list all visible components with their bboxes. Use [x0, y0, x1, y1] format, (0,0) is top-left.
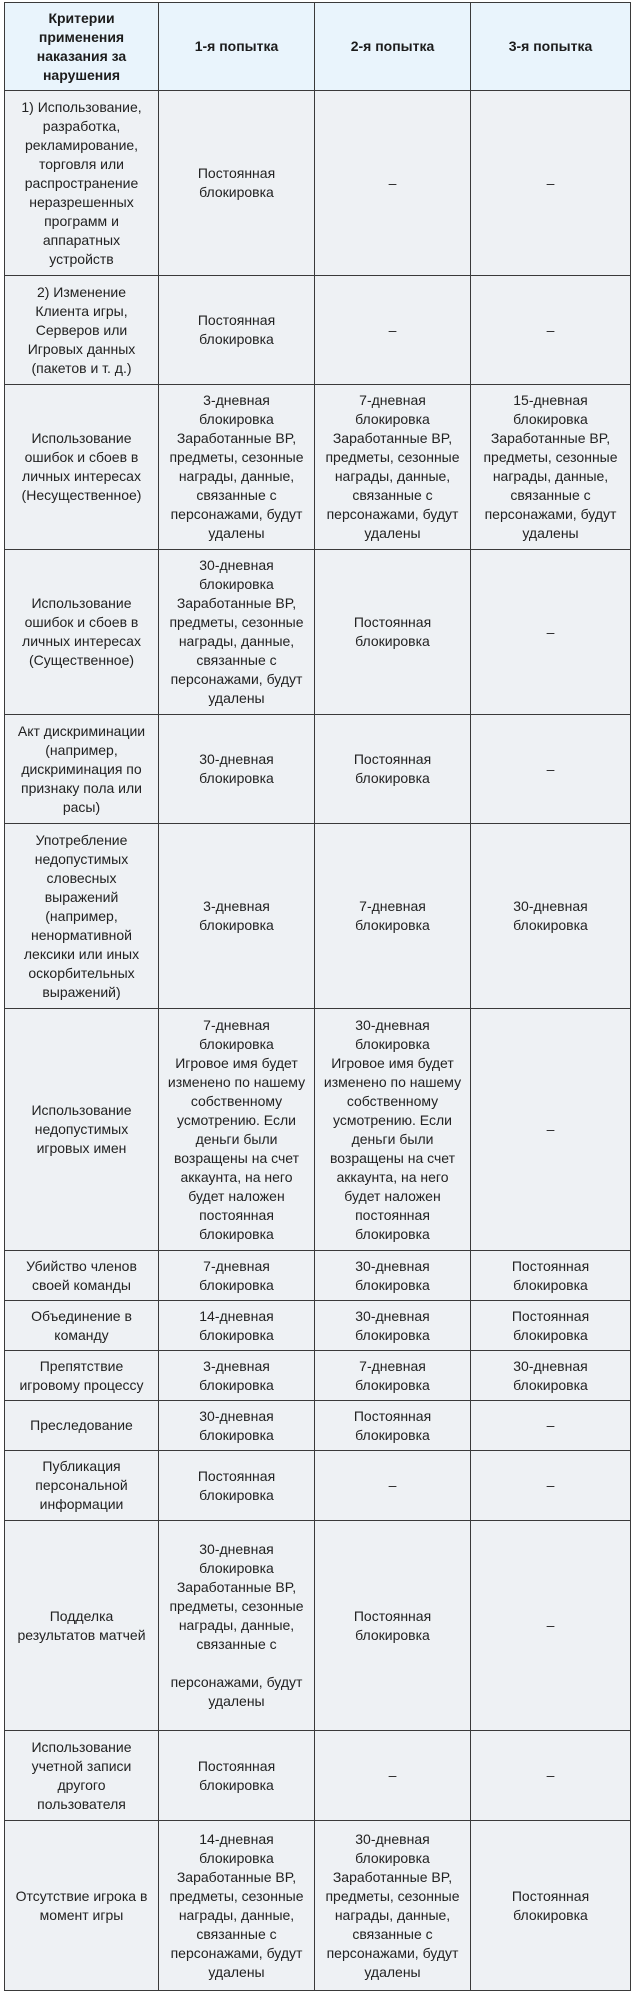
header-attempt-2: 2-я попытка — [315, 3, 471, 91]
criteria-cell: Подделка результатов матчей — [5, 1521, 159, 1731]
penalty-cell-attempt-2: Постоянная блокировка — [315, 715, 471, 824]
table-row — [5, 715, 631, 824]
penalty-cell-attempt-2: – — [315, 1451, 471, 1521]
criteria-cell: Использование ошибок и сбоев в личных интересах (Несущественное) — [5, 385, 159, 550]
penalty-cell-attempt-3: Постоянная блокировка — [471, 1251, 631, 1301]
criteria-cell: Объединение в команду — [5, 1301, 159, 1351]
penalty-cell-attempt-2: 7-дневная блокировка — [315, 824, 471, 1009]
penalty-cell-attempt-1: Постоянная блокировка — [159, 276, 315, 385]
criteria-cell: Убийство членов своей команды — [5, 1251, 159, 1301]
penalty-cell-attempt-2: 30-дневная блокировка Заработанные BP, предметы, сезонные награды, данные, связанные с персонажами, будут удалены — [315, 1821, 471, 1991]
criteria-cell: Употребление недопустимых словесных выражений (например, ненормативной лексики или иных оскорбительных выражений) — [5, 824, 159, 1009]
table-row — [5, 276, 631, 385]
penalty-cell-attempt-2: Постоянная блокировка — [315, 1401, 471, 1451]
table-row — [5, 1351, 631, 1401]
penalty-cell-attempt-1: Постоянная блокировка — [159, 91, 315, 276]
penalty-cell-attempt-2: 30-дневная блокировка — [315, 1301, 471, 1351]
penalty-cell-attempt-3: – — [471, 91, 631, 276]
header-criteria: Критерии применения наказания за нарушения — [5, 3, 159, 91]
penalty-cell-attempt-2: Постоянная блокировка — [315, 550, 471, 715]
penalty-cell-attempt-1: 7-дневная блокировка Игровое имя будет изменено по нашему собственному усмотрению. Если деньги были возращены на счет аккаунта, на него будет наложен постоянная блокировка — [159, 1009, 315, 1251]
penalty-cell-attempt-3: – — [471, 715, 631, 824]
criteria-cell: Отсутствие игрока в момент игры — [5, 1821, 159, 1991]
penalty-cell-attempt-3: – — [471, 550, 631, 715]
table-row — [5, 824, 631, 1009]
penalty-cell-attempt-3: 30-дневная блокировка — [471, 1351, 631, 1401]
penalty-cell-attempt-1: 14-дневная блокировка — [159, 1301, 315, 1351]
penalty-cell-attempt-1: 30-дневная блокировка — [159, 1401, 315, 1451]
table-row — [5, 1731, 631, 1821]
penalty-cell-attempt-2: 30-дневная блокировка Игровое имя будет изменено по нашему собственному усмотрению. Если деньги были возращены на счет аккаунта, на него будет наложен постоянная блокировка — [315, 1009, 471, 1251]
penalty-cell-attempt-3: – — [471, 1009, 631, 1251]
criteria-cell: 1) Использование, разработка, рекламирование, торговля или распространение неразрешенных программ и аппаратных устройств — [5, 91, 159, 276]
penalty-cell-attempt-2: 7-дневная блокировка Заработанные BP, предметы, сезонные награды, данные, связанные с персонажами, будут удалены — [315, 385, 471, 550]
criteria-cell: Препятствие игровому процессу — [5, 1351, 159, 1401]
penalty-cell-attempt-1: Постоянная блокировка — [159, 1451, 315, 1521]
table-row — [5, 550, 631, 715]
penalty-cell-attempt-1: 30-дневная блокировка Заработанные BP, предметы, сезонные награды, данные, связанные с персонажами, будут удалены — [159, 1521, 315, 1731]
penalty-table — [4, 2, 631, 1991]
penalty-cell-attempt-1: 14-дневная блокировка Заработанные BP, предметы, сезонные награды, данные, связанные с персонажами, будут удалены — [159, 1821, 315, 1991]
penalty-cell-attempt-3: 30-дневная блокировка — [471, 824, 631, 1009]
criteria-cell: 2) Изменение Клиента игры, Серверов или Игровых данных (пакетов и т. д.) — [5, 276, 159, 385]
penalty-cell-attempt-3: Постоянная блокировка — [471, 1301, 631, 1351]
table-row — [5, 1521, 631, 1731]
criteria-cell: Использование ошибок и сбоев в личных интересах (Существенное) — [5, 550, 159, 715]
table-row — [5, 385, 631, 550]
criteria-cell: Использование недопустимых игровых имен — [5, 1009, 159, 1251]
table-row — [5, 1401, 631, 1451]
penalty-cell-attempt-3: Постоянная блокировка — [471, 1821, 631, 1991]
table-row — [5, 1451, 631, 1521]
header-row — [5, 3, 631, 91]
criteria-cell: Использование учетной записи другого пользователя — [5, 1731, 159, 1821]
penalty-cell-attempt-3: – — [471, 276, 631, 385]
penalty-cell-attempt-2: 7-дневная блокировка — [315, 1351, 471, 1401]
header-attempt-1: 1-я попытка — [159, 3, 315, 91]
table-row — [5, 1251, 631, 1301]
penalty-cell-attempt-1: 30-дневная блокировка — [159, 715, 315, 824]
penalty-cell-attempt-2: – — [315, 91, 471, 276]
criteria-cell: Публикация персональной информации — [5, 1451, 159, 1521]
penalty-cell-attempt-3: – — [471, 1521, 631, 1731]
table-row — [5, 1009, 631, 1251]
penalty-cell-attempt-3: – — [471, 1731, 631, 1821]
penalty-cell-attempt-2: Постоянная блокировка — [315, 1521, 471, 1731]
penalty-cell-attempt-1: 3-дневная блокировка — [159, 824, 315, 1009]
penalty-cell-attempt-1: 7-дневная блокировка — [159, 1251, 315, 1301]
table-row — [5, 91, 631, 276]
penalty-cell-attempt-1: 3-дневная блокировка — [159, 1351, 315, 1401]
penalty-cell-attempt-3: – — [471, 1401, 631, 1451]
penalty-cell-attempt-1: 3-дневная блокировка Заработанные BP, предметы, сезонные награды, данные, связанные с персонажами, будут удалены — [159, 385, 315, 550]
penalty-cell-attempt-1: 30-дневная блокировка Заработанные BP, предметы, сезонные награды, данные, связанные с персонажами, будут удалены — [159, 550, 315, 715]
penalty-cell-attempt-3: – — [471, 1451, 631, 1521]
penalty-cell-attempt-2: – — [315, 1731, 471, 1821]
table-row — [5, 1301, 631, 1351]
penalty-cell-attempt-3: 15-дневная блокировка Заработанные BP, предметы, сезонные награды, данные, связанные с персонажами, будут удалены — [471, 385, 631, 550]
penalty-cell-attempt-2: 30-дневная блокировка — [315, 1251, 471, 1301]
header-attempt-3: 3-я попытка — [471, 3, 631, 91]
penalty-cell-attempt-1: Постоянная блокировка — [159, 1731, 315, 1821]
criteria-cell: Преследование — [5, 1401, 159, 1451]
penalty-cell-attempt-2: – — [315, 276, 471, 385]
criteria-cell: Акт дискриминации (например, дискриминация по признаку пола или расы) — [5, 715, 159, 824]
table-row — [5, 1821, 631, 1991]
